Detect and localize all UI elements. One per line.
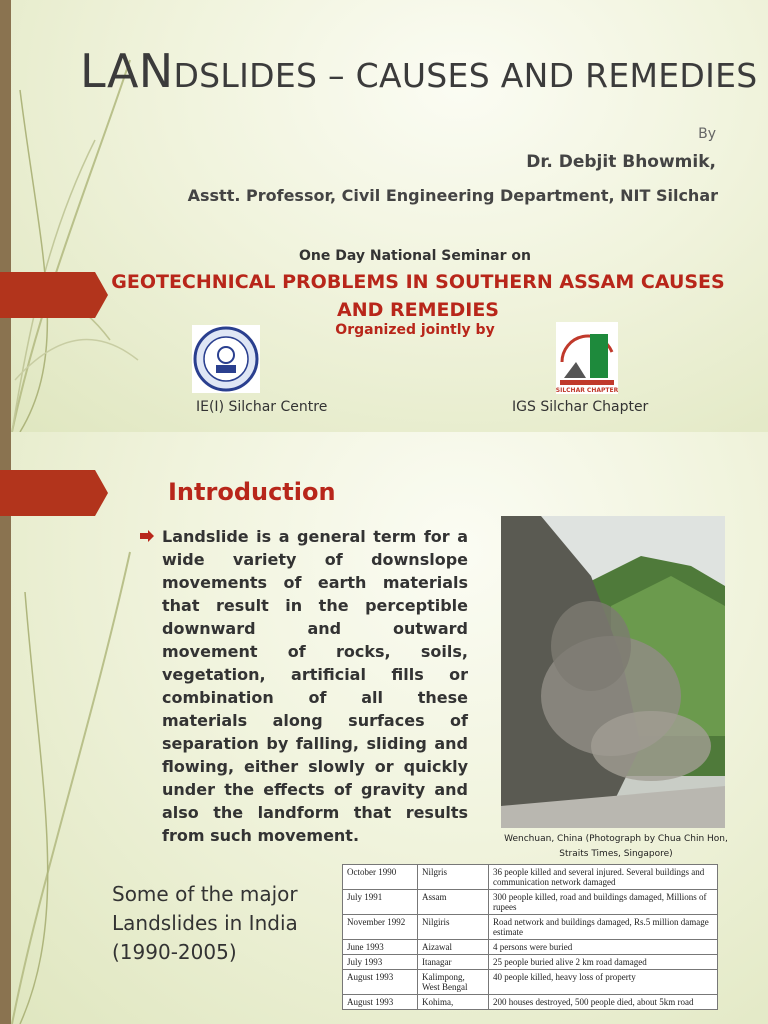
damage-cell: 40 people killed, heavy loss of property [489,970,718,995]
slide-title: LANDSLIDES – CAUSES AND REMEDIES [80,44,758,98]
intro-paragraph: Landslide is a general term for a wide variety of downslope movements of earth materials that result in the perceptible downward and outward movement of rocks, soils, vegetation, artificial fills or combination of all these materials along surfaces of separation by falling, sliding and flowing, either slowly or quickly under the effects of gravity and also the landform that results from such movement. [162,527,468,845]
table-row [343,955,718,970]
table-row [343,940,718,955]
org2-label: IGS Silchar Chapter [512,399,649,415]
landslides-table [342,864,718,1010]
organized-by: Organized jointly by [335,322,495,338]
arrow-tab [0,470,108,516]
igs-logo-icon [556,322,618,394]
date-cell: November 1992 [343,915,418,940]
iei-logo-icon [192,325,260,393]
table-row [343,890,718,915]
date-cell: July 1993 [343,955,418,970]
table-row [343,865,718,890]
table-row [343,995,718,1010]
seminar-title: GEOTECHNICAL PROBLEMS IN SOUTHERN ASSAM CAUSES AND REMEDIES [111,271,725,321]
org1-label: IE(I) Silchar Centre [196,399,328,415]
date-cell: June 1993 [343,940,418,955]
place-cell: Kalimpong, West Bengal [418,970,489,995]
arrow-tab [0,272,108,318]
place-cell: Nilgiris [418,915,489,940]
damage-cell: 36 people killed and several injured. Several buildings and communication network damaged [489,865,718,890]
place-cell: Kohima, [418,995,489,1010]
section-title: Introduction [168,478,336,506]
damage-cell: 25 people buried alive 2 km road damaged [489,955,718,970]
table-row [343,970,718,995]
place-cell: Itanagar [418,955,489,970]
photo-caption: Wenchuan, China (Photograph by Chua Chin Hon, Straits Times, Singapore) [504,834,728,859]
date-cell: October 1990 [343,865,418,890]
date-cell: August 1993 [343,970,418,995]
place-cell: Assam [418,890,489,915]
author-name: Dr. Debjit Bhowmik, [526,152,716,172]
landslide-photo [501,516,725,828]
date-cell: August 1993 [343,995,418,1010]
title-slide [0,0,768,432]
major-landslides-heading: Some of the major Landslides in India (1990-2005) [112,882,298,964]
by-label: By [698,126,716,142]
date-cell: July 1991 [343,890,418,915]
place-cell: Aizawal [418,940,489,955]
igs-logo-text: SILCHAR CHAPTER [556,387,618,394]
author-affiliation: Asstt. Professor, Civil Engineering Department, NIT Silchar [187,186,718,205]
place-cell: Nilgris [418,865,489,890]
damage-cell: 200 houses destroyed, 500 people died, about 5km road [489,995,718,1010]
bullet-arrow-icon [140,530,154,542]
damage-cell: 300 people killed, road and buildings damaged, Millions of rupees [489,890,718,915]
seminar-intro: One Day National Seminar on [299,248,531,264]
damage-cell: Road network and buildings damaged, Rs.5 million damage estimate [489,915,718,940]
damage-cell: 4 persons were buried [489,940,718,955]
table-row [343,915,718,940]
